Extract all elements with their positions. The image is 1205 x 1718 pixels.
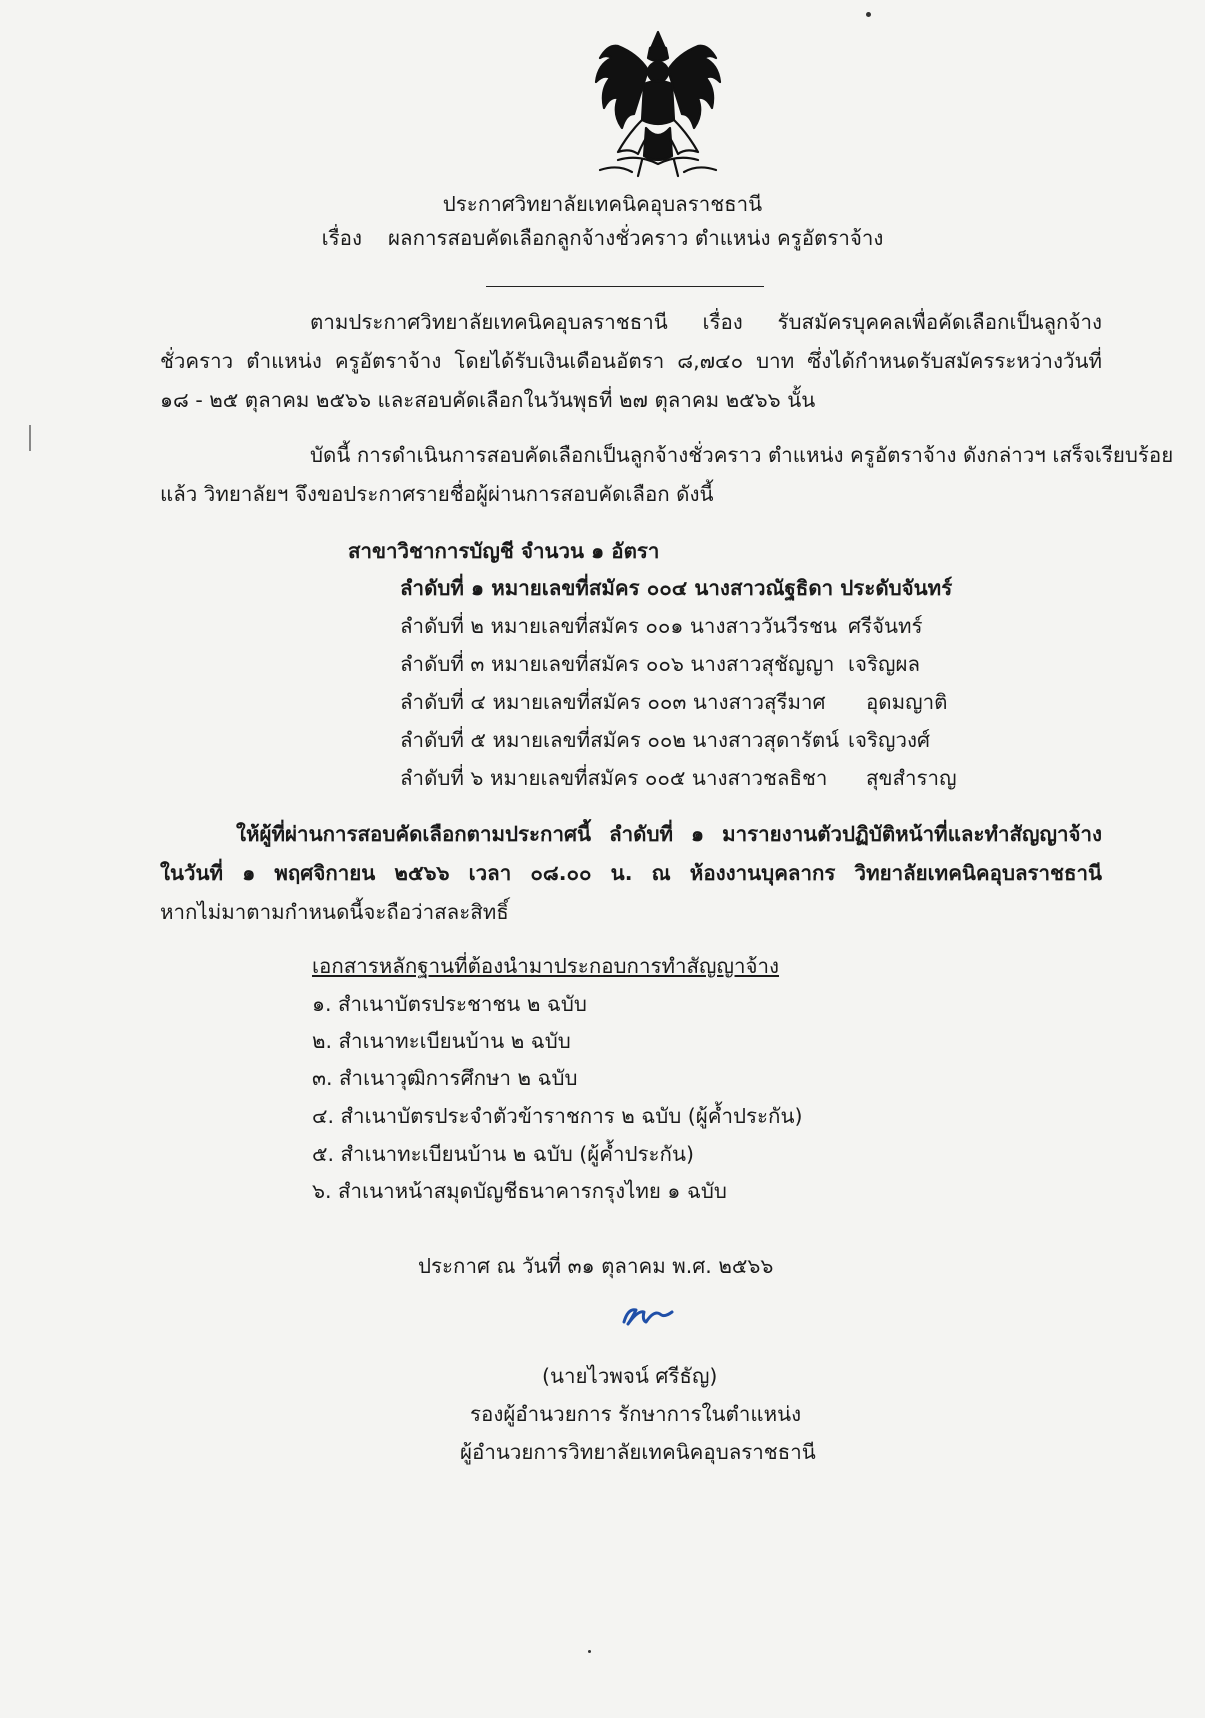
intro-line-2: ชั่วคราว ตำแหน่ง ครูอัตราจ้าง โดยได้รับเงินเดือนอัตรา ๘,๗๔๐ บาท ซึ่งได้กำหนดรับสมัครระหว่างวันที่ xyxy=(160,349,1102,373)
candidate-rank: ลำดับที่ ๔ หมายเลขที่สมัคร ๐๐๓ นางสาวสุรีมาศ xyxy=(400,690,826,714)
document-item: ๖. สำเนาหน้าสมุดบัญชีธนาคารกรุงไทย ๑ ฉบับ xyxy=(312,1179,727,1203)
document-item: ๑. สำเนาบัตรประชาชน ๒ ฉบับ xyxy=(312,992,587,1016)
candidate-surname: สุขสำราญ xyxy=(866,766,957,790)
subject-text: ผลการสอบคัดเลือกลูกจ้างชั่วคราว ตำแหน่ง ครูอัตราจ้าง xyxy=(388,226,884,250)
document-item: ๓. สำเนาวุฒิการศึกษา ๒ ฉบับ xyxy=(312,1066,578,1090)
candidate-row xyxy=(400,724,839,757)
documents-heading: เอกสารหลักฐานที่ต้องนำมาประกอบการทำสัญญาจ้าง xyxy=(312,954,780,978)
candidate-surname: ศรีจันทร์ xyxy=(848,614,923,638)
candidate-row xyxy=(400,648,834,681)
document-item: ๒. สำเนาทะเบียนบ้าน ๒ ฉบับ xyxy=(312,1029,571,1053)
candidate-row xyxy=(400,686,826,719)
signatory-position-2: ผู้อำนวยการวิทยาลัยเทคนิคอุบลราชธานี xyxy=(460,1440,816,1464)
title-divider xyxy=(486,286,764,287)
subject-label: เรื่อง xyxy=(321,226,362,250)
candidate-rank: ลำดับที่ ๖ หมายเลขที่สมัคร ๐๐๕ นางสาวชลธิชา xyxy=(400,766,828,790)
garuda-emblem-icon xyxy=(578,24,738,184)
scan-mark xyxy=(29,425,31,451)
signatory-name: (นายไวพจน์ ศรีธัญ) xyxy=(542,1364,718,1388)
instruction-line-2: ในวันที่ ๑ พฤศจิกายน ๒๕๖๖ เวลา ๐๘.๐๐ น. ณ ห้องงานบุคลากร วิทยาลัยเทคนิคอุบลราชธานี xyxy=(160,861,1102,885)
announcement-title: ประกาศวิทยาลัยเทคนิคอุบลราชธานี xyxy=(442,192,763,216)
candidate-row xyxy=(400,762,827,795)
candidate-surname: อุดมญาติ xyxy=(866,690,948,714)
document-item: ๔. สำเนาบัตรประจำตัวข้าราชการ ๒ ฉบับ (ผู้ค้ำประกัน) xyxy=(312,1104,803,1128)
scan-speck xyxy=(866,12,871,17)
document-item: ๕. สำเนาทะเบียนบ้าน ๒ ฉบับ (ผู้ค้ำประกัน) xyxy=(312,1142,694,1166)
para2-line-2: แล้ว วิทยาลัยฯ จึงขอประกาศรายชื่อผู้ผ่านการสอบคัดเลือก ดังนี้ xyxy=(160,482,714,506)
candidate-surname: ประดับจันทร์ xyxy=(840,576,953,600)
candidate-rank: ลำดับที่ ๑ หมายเลขที่สมัคร ๐๐๔ นางสาวณัฐธิดา xyxy=(400,576,834,600)
instruction-line-1: ให้ผู้ที่ผ่านการสอบคัดเลือกตามประกาศนี้ ลำดับที่ ๑ มารายงานตัวปฏิบัติหน้าที่และทำสัญญาจ้าง xyxy=(236,822,1102,846)
scan-speck xyxy=(588,1650,591,1653)
intro-line-1: ตามประกาศวิทยาลัยเทคนิคอุบลราชธานี เรื่อง รับสมัครบุคคลเพื่อคัดเลือกเป็นลูกจ้าง xyxy=(310,310,1102,334)
candidate-surname: เจริญวงศ์ xyxy=(848,728,931,752)
para2-line-1: บัดนี้ การดำเนินการสอบคัดเลือกเป็นลูกจ้างชั่วคราว ตำแหน่ง ครูอัตราจ้าง ดังกล่าวฯ เสร็จเรียบร้อย xyxy=(310,443,1174,467)
candidate-rank: ลำดับที่ ๕ หมายเลขที่สมัคร ๐๐๒ นางสาวสุดารัตน์ xyxy=(400,728,840,752)
signatory-position-1: รองผู้อำนวยการ รักษาการในตำแหน่ง xyxy=(470,1402,802,1426)
subject-line xyxy=(0,222,1205,255)
announcement-date: ประกาศ ณ วันที่ ๓๑ ตุลาคม พ.ศ. ๒๕๖๖ xyxy=(418,1254,774,1278)
candidate-row xyxy=(400,572,952,605)
instruction-line-3: หากไม่มาตามกำหนดนี้จะถือว่าสละสิทธิ์ xyxy=(160,900,509,924)
department-heading: สาขาวิชาการบัญชี จำนวน ๑ อัตรา xyxy=(348,539,660,563)
handwritten-signature-icon xyxy=(610,1300,690,1330)
candidate-row xyxy=(400,610,837,643)
candidate-rank: ลำดับที่ ๓ หมายเลขที่สมัคร ๐๐๖ นางสาวสุชัญญา xyxy=(400,652,835,676)
candidate-rank: ลำดับที่ ๒ หมายเลขที่สมัคร ๐๐๑ นางสาววันวีรชน xyxy=(400,614,837,638)
candidate-surname: เจริญผล xyxy=(848,652,921,676)
intro-line-3: ๑๘ - ๒๕ ตุลาคม ๒๕๖๖ และสอบคัดเลือกในวันพุธที่ ๒๗ ตุลาคม ๒๕๖๖ นั้น xyxy=(160,388,816,412)
